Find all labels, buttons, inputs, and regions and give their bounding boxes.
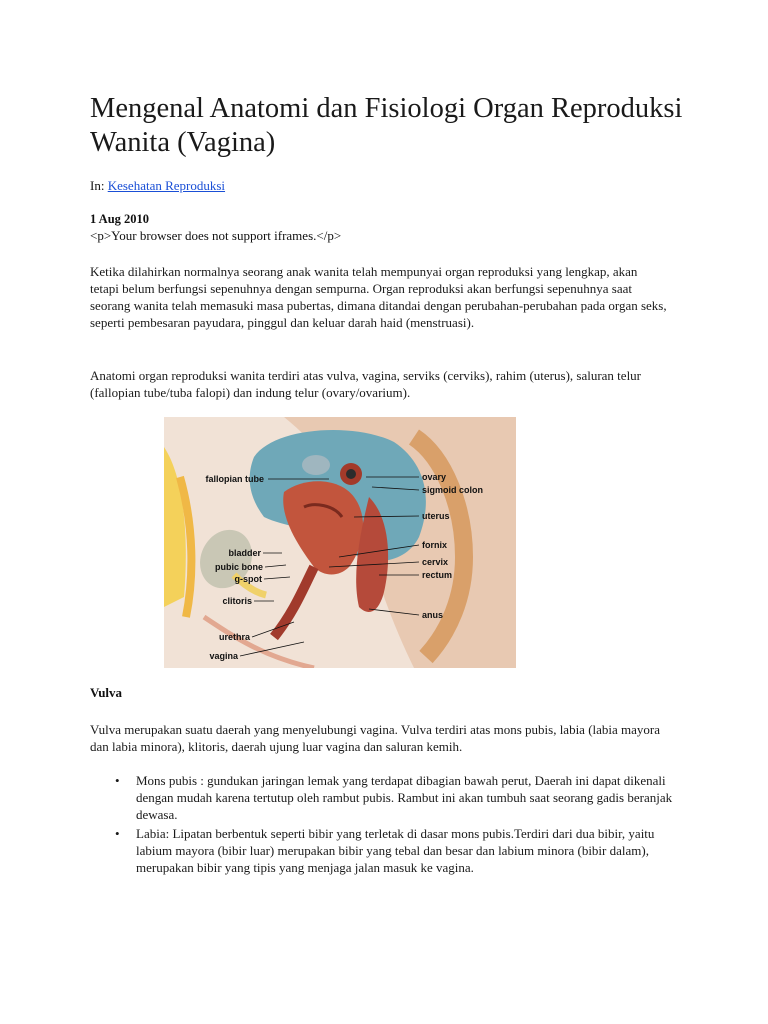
intro-paragraph: Ketika dilahirkan normalnya seorang anak wanita telah mempunyai organ reproduksi yang lengkap, akan tetapi belum berfungsi sepenuhnya dengan sempurna. Organ reproduksi akan berfungsi sepenuhnya saat seorang wanita telah memasuki masa pubertas, dimana ditandai dengan perubahan-perubahan pada organ seks, seperti pembesaran payudara, pinggul dan keluar darah haid (menstruasi). <box>90 264 667 330</box>
vulva-bullet-list <box>90 772 690 878</box>
label-clitoris: clitoris <box>222 596 252 606</box>
anatomy-paragraph: Anatomi organ reproduksi wanita terdiri atas vulva, vagina, serviks (cerviks), rahim (uterus), saluran telur (fallopian tube/tuba falopi) dan indung telur (ovary/ovarium). <box>90 368 642 400</box>
label-vagina: vagina <box>209 651 238 661</box>
label-fornix: fornix <box>422 540 448 550</box>
label-rectum: rectum <box>422 570 453 580</box>
page-title: Mengenal Anatomi dan Fisiologi Organ Reproduksi Wanita (Vagina) <box>90 93 683 158</box>
bullet-icon: • <box>115 826 120 841</box>
label-bladder: bladder <box>228 548 261 558</box>
list-item <box>90 825 690 876</box>
section-heading-vulva: Vulva <box>90 685 123 700</box>
post-date: 1 Aug 2010 <box>90 212 150 226</box>
label-fallopian-tube: fallopian tube <box>205 474 264 484</box>
anatomy-diagram <box>164 417 516 668</box>
category-link[interactable]: Kesehatan Reproduksi <box>107 178 226 193</box>
label-g-spot: g-spot <box>234 574 262 584</box>
vulva-paragraph: Vulva merupakan suatu daerah yang menyelubungi vagina. Vulva terdiri atas mons pubis, labia (labia mayora dan labia minora), klitoris, daerah ujung luar vagina dan saluran kemih. <box>90 722 661 754</box>
category-line <box>90 178 225 194</box>
list-item <box>90 772 690 823</box>
label-sigmoid-colon: sigmoid colon <box>422 485 484 495</box>
bullet-icon: • <box>115 773 120 788</box>
label-pubic-bone: pubic bone <box>215 562 263 572</box>
label-anus: anus <box>422 610 444 620</box>
label-ovary: ovary <box>422 472 447 482</box>
bullet-text-mons-pubis: Mons pubis : gundukan jaringan lemak yang terdapat dibagian bawah perut, Daerah ini dapat dikenali dengan mudah karena tertutup oleh rambut pubis. Rambut ini akan tumbuh saat seorang gadis beranjak dewasa. <box>136 773 673 822</box>
label-urethra: urethra <box>218 632 250 642</box>
category-prefix: In: <box>90 178 105 193</box>
label-uterus: uterus <box>422 511 450 521</box>
iframe-fallback-text: <p>Your browser does not support iframes.</p> <box>90 228 342 243</box>
label-cervix: cervix <box>422 557 449 567</box>
bullet-text-labia: Labia: Lipatan berbentuk seperti bibir yang terletak di dasar mons pubis.Terdiri dari dua bibir, yaitu labium mayora (bibir luar) merupakan bibir yang tebal dan besar dan labium minora (bibir dalam), merupakan bibir yang tipis yang menjaga jalan masuk ke vagina. <box>136 826 655 875</box>
anatomy-illustration <box>164 417 516 668</box>
